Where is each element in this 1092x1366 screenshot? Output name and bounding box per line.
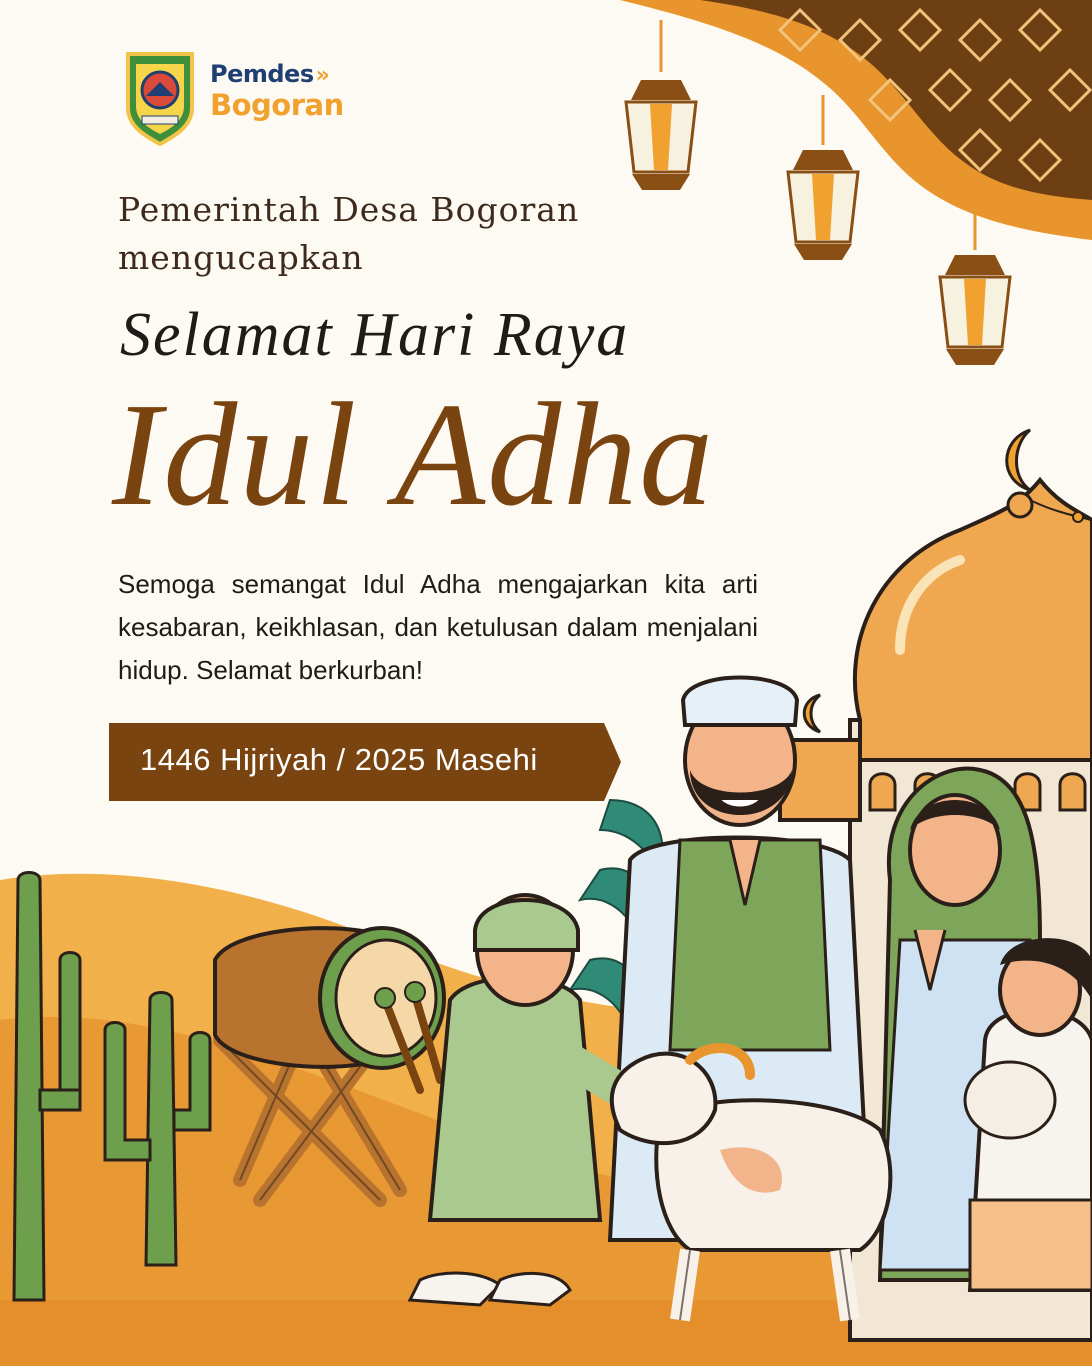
village-emblem-icon	[120, 48, 200, 148]
intro-line2: mengucapkan	[118, 238, 364, 277]
greeting-message: Semoga semangat Idul Adha mengajarkan kita arti kesabaran, keikhlasan, dan ketulusan dalam menjalani hidup. Selamat berkurban!	[118, 569, 758, 685]
intro-text	[118, 186, 638, 282]
brand-logo	[120, 48, 360, 148]
intro-line1: Pemerintah Desa Bogoran	[118, 190, 580, 229]
greeting-heading: Selamat Hari Raya	[120, 301, 630, 369]
chevron-right-icon: »	[315, 63, 330, 88]
event-title: Idul Adha	[112, 373, 716, 537]
brand-line1: Pemdes	[210, 60, 314, 88]
brand-name	[210, 62, 344, 120]
crescent-moon-icon	[1007, 430, 1030, 490]
year-label: 1446 Hijriyah / 2025 Masehi	[140, 742, 538, 777]
lantern-icon	[788, 95, 858, 260]
lantern-icon	[940, 200, 1010, 365]
brand-line2: Bogoran	[210, 88, 344, 122]
lantern-icon	[626, 20, 696, 190]
crescent-moon-icon	[804, 695, 820, 732]
